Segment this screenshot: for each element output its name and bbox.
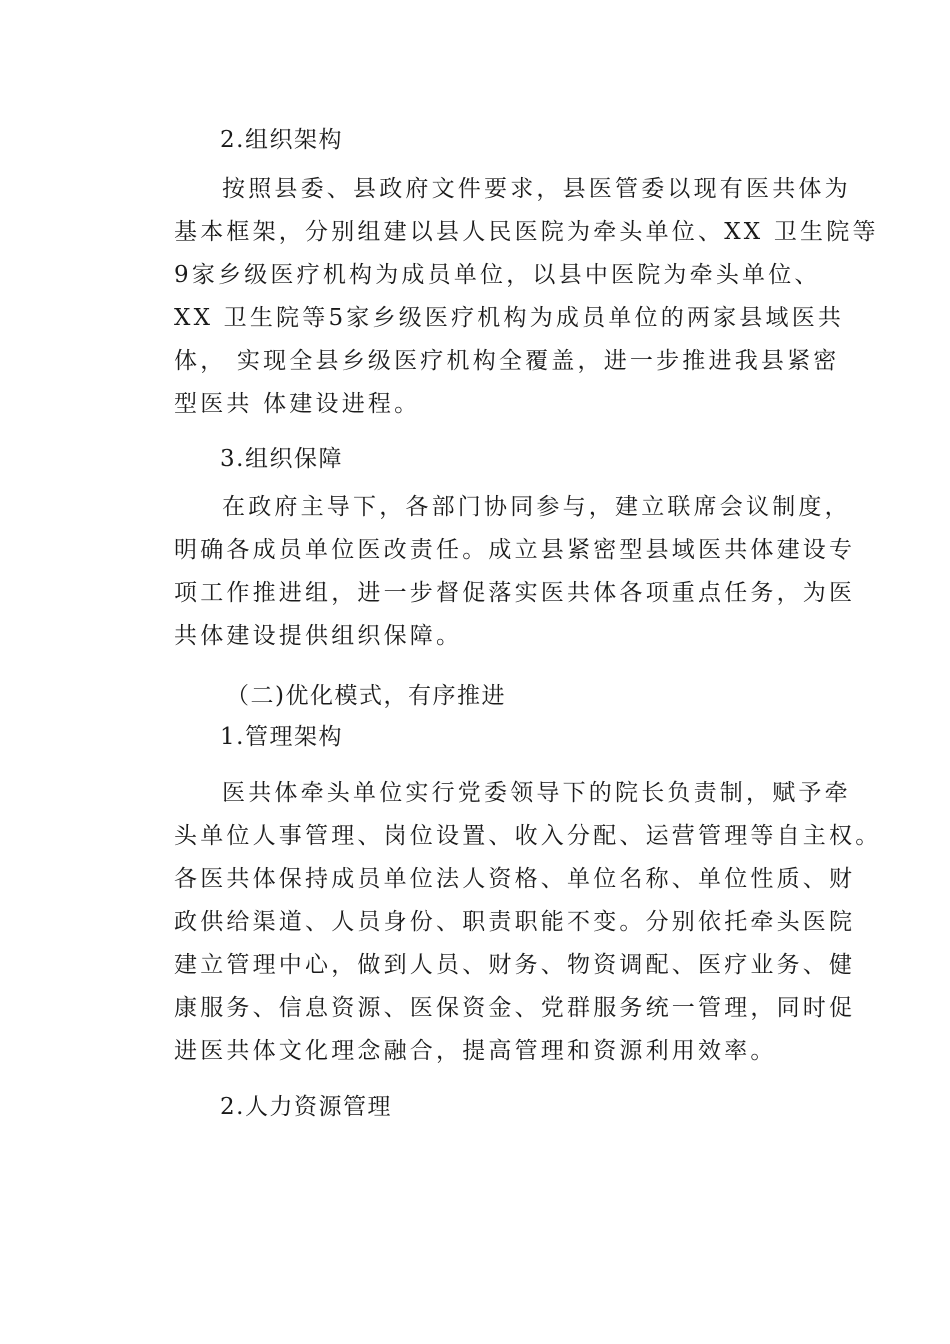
section-heading-org-guarantee: 3.组织保障 <box>220 446 343 472</box>
paragraph-line: 头单位人事管理、岗位设置、收入分配、运营管理等自主权。 <box>174 823 882 849</box>
paragraph-line: 项工作推进组，进一步督促落实医共体各项重点任务，为医 <box>174 580 856 606</box>
paragraph-line: 进医共体文化理念融合，提高管理和资源利用效率。 <box>174 1038 777 1064</box>
section-heading-org-structure: 2.组织架构 <box>220 127 343 153</box>
paragraph-line: 按照县委、县政府文件要求，县医管委以现有医共体为 <box>222 176 851 202</box>
paragraph-line: 共体建设提供组织保障。 <box>174 623 463 649</box>
paragraph-line: 政供给渠道、人员身份、职责职能不变。分别依托牵头医院 <box>174 909 856 935</box>
paragraph-line: 建立管理中心，做到人员、财务、物资调配、医疗业务、健 <box>174 952 856 978</box>
section-heading-optimize-mode: （二)优化模式，有序推进 <box>226 683 506 709</box>
paragraph-line: XX 卫生院等5家乡级医疗机构为成员单位的两家县域医共 <box>174 305 845 331</box>
paragraph-line: 各医共体保持成员单位法人资格、单位名称、单位性质、财 <box>174 866 856 892</box>
paragraph-line: 医共体牵头单位实行党委领导下的院长负责制，赋予牵 <box>222 780 851 806</box>
paragraph-line: 基本框架，分别组建以县人民医院为牵头单位、XX 卫生院等 <box>174 219 879 245</box>
paragraph-line: 康服务、信息资源、医保资金、党群服务统一管理，同时促 <box>174 995 856 1021</box>
paragraph-line: 型医共 体建设进程。 <box>174 391 421 417</box>
section-heading-management-structure: 1.管理架构 <box>220 724 343 750</box>
paragraph-line: 在政府主导下，各部门协同参与，建立联席会议制度， <box>222 494 851 520</box>
paragraph-line: 体， 实现全县乡级医疗机构全覆盖，进一步推进我县紧密 <box>174 348 840 374</box>
section-heading-hr-management: 2.人力资源管理 <box>220 1094 392 1120</box>
paragraph-line: 明确各成员单位医改责任。成立县紧密型县域医共体建设专 <box>174 537 856 563</box>
paragraph-line: 9家乡级医疗机构为成员单位，以县中医院为牵头单位、 <box>174 262 821 288</box>
